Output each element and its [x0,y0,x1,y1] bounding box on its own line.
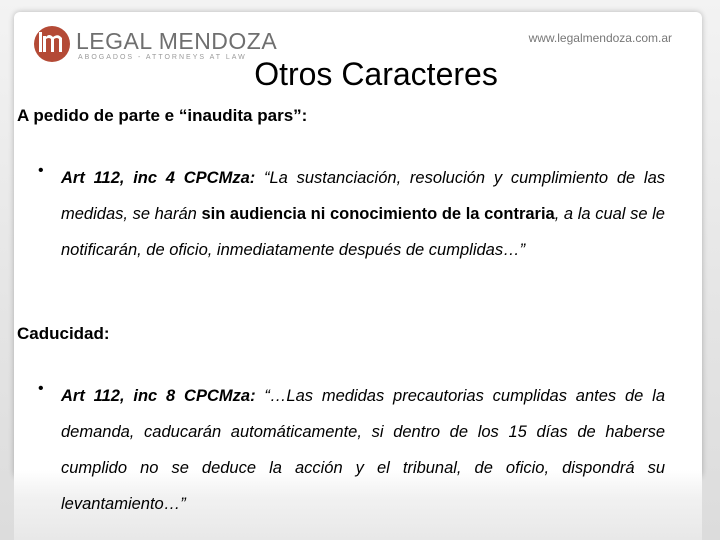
section-heading-inaudita-pars: A pedido de parte e “inaudita pars”: [17,106,308,125]
bullet-text [61,160,665,268]
bullet-text [61,378,665,522]
section-heading-caducidad: Caducidad: [17,324,110,343]
website-link[interactable]: www.legalmendoza.com.ar [528,31,672,45]
slide-title: Otros Caracteres [254,56,498,92]
quote-text-continued: , a la cual se le notificarán, de oficio, inmediatamente después de cumplidas…” [61,205,665,259]
bullet-item-art-112-inc-4 [38,160,666,268]
bullet-dot-icon: • [38,380,44,397]
quote-text: “La sustanciación, resolución y cumplimiento de las medidas, se harán [61,169,666,223]
brand-tagline: ABOGADOS - ATTORNEYS AT LAW [78,54,247,61]
bullet-dot-icon: • [38,162,44,179]
brand-name: LEGAL MENDOZA [76,28,278,54]
quote-text: “…Las medidas precautorias cumplidas antes de la demanda, caducarán automáticamente, si dentro de los 15 días de haberse cumplido no se deduce la acción y el tribunal, de oficio, dispondrá su levantamiento…” [61,387,666,513]
article-reference: Art 112, inc 4 CPCMza: [61,169,256,187]
article-reference: Art 112, inc 8 CPCMza: [61,387,256,405]
quote-emphasis: sin audiencia ni conocimiento de la contraria [201,205,555,223]
bullet-item-art-112-inc-8 [38,378,666,522]
